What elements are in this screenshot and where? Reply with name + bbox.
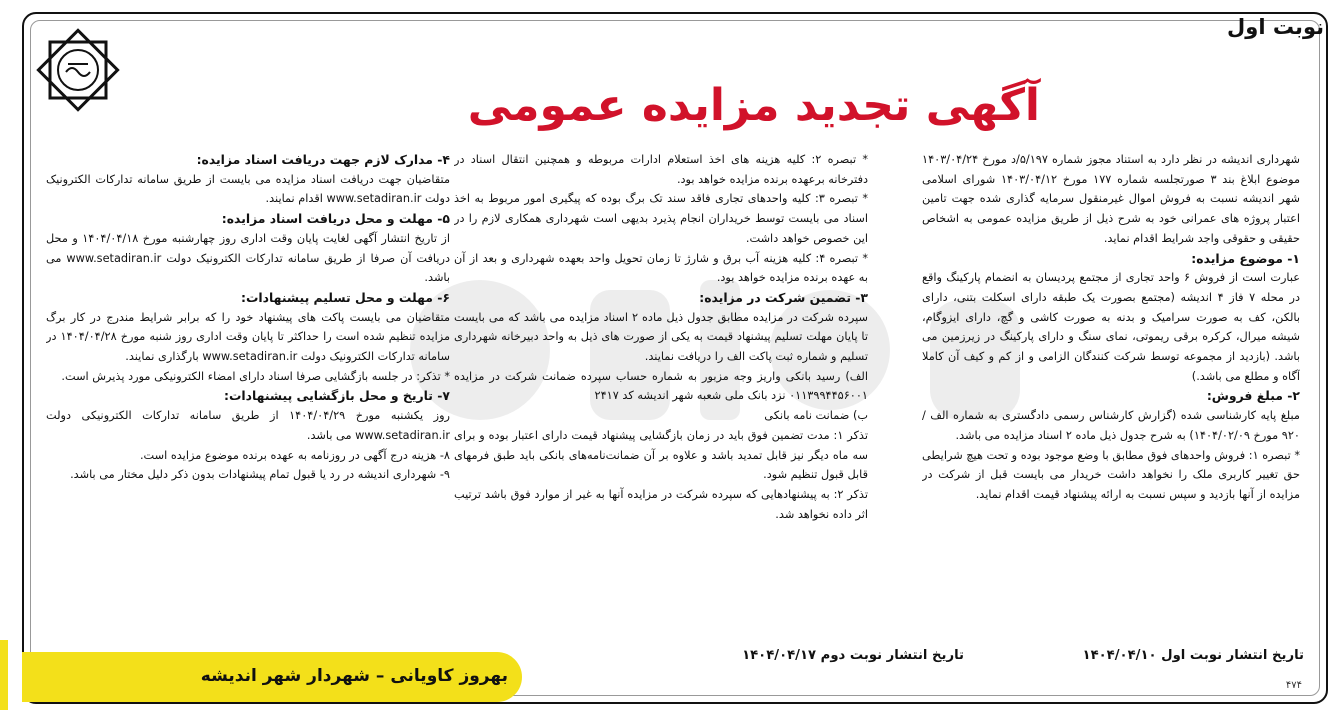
paragraph: سپرده شرکت در مزایده مطابق جدول ذیل ماده ۲ اسناد مزایده می باشد که می بایست تا پایان مهلت تسلیم پیشنهاد قیمت به یکی از صورت های ذیل به واحد دبیرخانه شهرداری تسلیم و شماره ثبت پاکت الف را دریافت نمایند. [454,310,868,364]
column-middle [454,150,868,638]
second-publication-date: تاریخ انتشار نوبت دوم ۱۴۰۴/۰۴/۱۷ [742,648,964,663]
round-label: نوبت اول [1227,15,1324,39]
paragraph: متقاضیان جهت دریافت اسناد مزایده می بایست از طریق سامانه تدارکات الکترونیک دولت www.setadiran.ir اقدام نمایند. [46,172,450,206]
paragraph: * تبصره ۲: کلیه هزینه های اخذ استعلام ادارات مربوطه و همچنین انتقال اسناد در دفترخانه برعهده برنده مزایده خواهد بود. [454,153,868,186]
paragraph: مبلغ پایه کارشناسی شده (گزارش کارشناس رسمی دادگستری به شماره الف / ۹۲۰ مورخ ۱۴۰۴/۰۲/۰۹) به شرح جدول ذیل ماده ۲ اسناد مزایده می باشد. [922,409,1300,442]
paragraph: شهرداری اندیشه در نظر دارد به استناد مجوز شماره ۵/۱۹۷/د مورخ ۱۴۰۳/۰۴/۲۴ موضوع ابلاغ بند ۳ صورتجلسه شماره ۱۷۷ مورخ ۱۴۰۳/۰۴/۱۲ شورای اسلامی شهر اندیشه نسبت به فروش اموال غیرمنقول سرمایه گذاری شده جهت تامین اعتبار پروژه های عمرانی خود به شرح ذیل از طریق مزایده عمومی به اشخاص حقیقی و حقوقی واجد شرایط اقدام نماید. [922,153,1300,245]
paragraph: تذکر ۱: مدت تضمین فوق باید در زمان بازگشایی پیشنهاد قیمت دارای اعتبار بوده و برای سه ماه دیگر نیز قابل تمدید باشد و علاوه بر آن ضمانت‌نامه‌های بانکی باید طبق فرمهای قابل قبول تنظیم شود. [454,428,868,482]
left-edge-strip [0,640,8,710]
section-heading: ۶- مهلت و محل تسلیم پیشنهادات: [241,289,450,305]
municipality-logo [36,28,120,112]
column-right [922,150,1300,638]
paragraph: * تبصره ۳: کلیه واحدهای تجاری فاقد سند تک برگ بوده که پیگیری امور مربوط به اخذ اسناد می بایست توسط خریداران انجام پذیرد بدیهی است شهرداری همکاری لازم را در این خصوص خواهد داشت. [454,192,868,245]
paragraph: الف) رسید بانکی واریز وجه مزبور به شماره حساب سپرده ضمانت شرکت در مزایده ۰۱۱۳۹۹۴۴۵۶۰۰۱ نزد بانک ملی شعبه شهر اندیشه کد ۲۴۱۷ [454,369,868,403]
mayor-signature: بهروز کاویانی – شهردار شهر اندیشه [200,666,508,686]
paragraph: ب) ضمانت نامه بانکی [764,409,868,423]
section-heading: ۵- مهلت و محل دریافت اسناد مزایده: [221,211,450,227]
page-title: آگهی تجدید مزایده عمومی [467,80,1040,131]
paragraph: روز یکشنبه مورخ ۱۴۰۴/۰۴/۲۹ از طریق سامانه تدارکات الکترونیکی دولت www.setadiran.ir می باشد. [46,409,450,442]
column-left [46,150,450,638]
paragraph: * تذکر: در جلسه بازگشایی صرفا اسناد دارای امضاء الکترونیکی مورد پذیرش است. [61,369,450,383]
section-heading: ۷- تاریخ و محل بازگشایی پیشنهادات: [224,388,450,404]
paragraph: ۹- شهرداری اندیشه در رد یا قبول تمام پیشنهادات بدون ذکر دلیل مختار می باشد. [70,468,450,482]
section-heading: ۲- مبلغ فروش: [1206,388,1300,404]
paragraph: * تبصره ۴: کلیه هزینه آب برق و شارژ تا زمان تحویل واحد بعهده شهرداری و بعد از آن به عهده برنده مزایده خواهد بود. [454,251,868,285]
section-heading: ۴- مدارک لازم جهت دریافت اسناد مزایده: [196,152,450,167]
paragraph: تذکر ۲: به پیشنهادهایی که سپرده شرکت در مزایده آنها به غیر از موارد فوق باشد ترتیب اثر داده نخواهد شد. [454,487,868,521]
section-heading: ۱- موضوع مزایده: [1191,250,1300,266]
paragraph: * تبصره ۱: فروش واحدهای فوق مطابق با وضع موجود بوده و تحت هیچ شرایطی حق تغییر کاربری ملک را نخواهد داشت خریدار می بایست قبل از شرکت در مزایده از آنها بازدید و سپس نسبت به ارائه پیشنهاد قیمت اقدام نماید. [922,448,1300,501]
paragraph: از تاریخ انتشار آگهی لغایت پایان وقت اداری روز چهارشنبه مورخ ۱۴۰۴/۰۴/۱۸ و محل دریافت آن صرفا از طریق سامانه تدارکات الکترونیک دولت www.setadiran.ir می باشد. [46,231,450,285]
section-heading: ۳- تضمین شرکت در مزایده: [699,289,868,305]
paragraph: عبارت است از فروش ۶ واحد تجاری از مجتمع پردیسان به انضمام پارکینگ واقع در محله ۷ فاز ۴ اندیشه (مجتمع بصورت یک طبقه دارای اسکلت بتنی، دارای بالکن، کف به صورت سرامیک و بدنه به صورت کاشی و گچ، دارای ایزوگام، شیشه میرال، کرکره برقی ریموتی، نمای سنگ و دارای پارکینگ در زیرزمین می باشد. (بازدید از مجموعه توسط شرکت کنندگان الزامی و از کم و کیف آن کاملا آگاه و مطلع می باشد.) [922,271,1300,383]
page-number: ۴۷۴ [1285,680,1302,691]
first-publication-date: تاریخ انتشار نوبت اول ۱۴۰۴/۰۴/۱۰ [1082,648,1304,663]
paragraph: ۸- هزینه درج آگهی در روزنامه به عهده برنده موضوع مزایده است. [139,448,450,462]
paragraph: متقاضیان می بایست پاکت های پیشنهاد خود را که برابر شرایط مندرج در کار برگ مزایده تنظیم شده است را حداکثر تا پایان وقت اداری روز شنبه مورخ ۱۴۰۴/۰۴/۲۸ در سامانه تدارکات الکترونیک دولت www.setadiran.ir بارگذاری نمایند. [46,310,450,364]
